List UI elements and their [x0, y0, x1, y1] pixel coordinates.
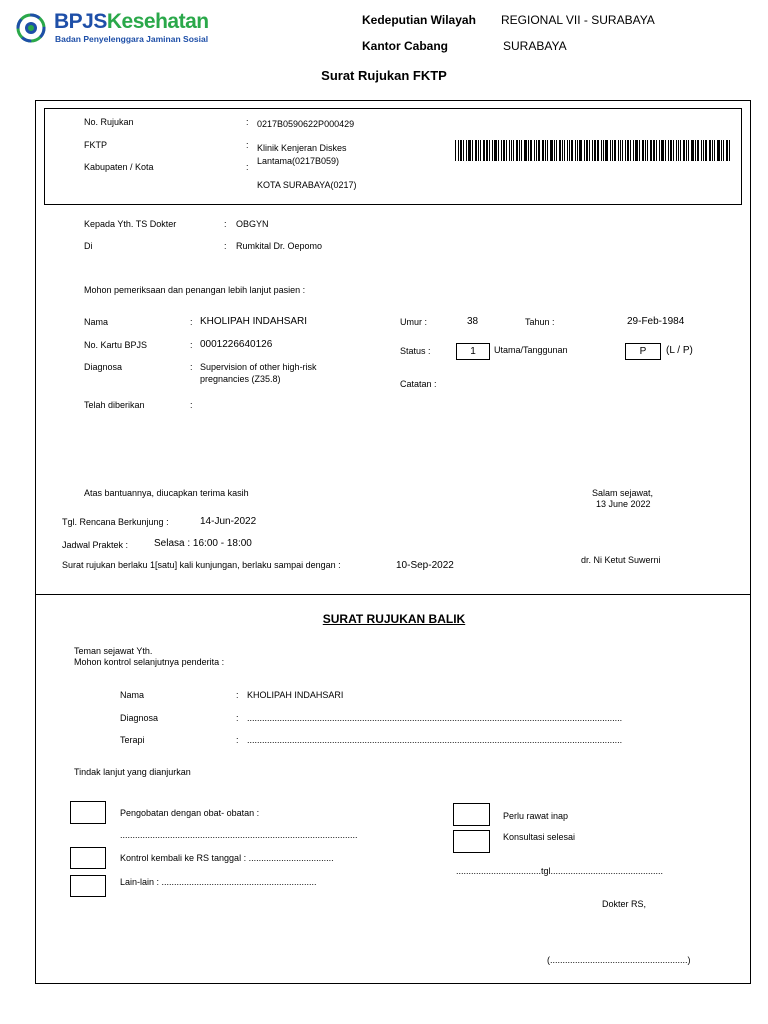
- checkbox-obat[interactable]: [70, 801, 106, 824]
- colon: :: [224, 219, 227, 229]
- bpjs-logo-icon: [16, 13, 46, 43]
- rencana-value: 14-Jun-2022: [200, 516, 257, 527]
- diagnosa-line1: Supervision of other high-risk: [200, 362, 317, 372]
- salam-date: 13 June 2022: [596, 499, 651, 509]
- tindak-label: Tindak lanjut yang dianjurkan: [74, 767, 191, 777]
- checkbox-kontrol[interactable]: [70, 847, 106, 869]
- document-frame: [35, 100, 751, 984]
- balik-diagnosa-label: Diagnosa: [120, 713, 159, 723]
- berlaku-text: Surat rujukan berlaku 1[satu] kali kunjungan, berlaku sampai dengan :: [62, 560, 341, 570]
- colon: :: [190, 317, 193, 327]
- di-value: Rumkital Dr. Oepomo: [236, 241, 323, 251]
- wilayah-label: Kedeputian Wilayah: [362, 13, 476, 27]
- greeting-line1: Teman sejawat Yth.: [74, 646, 153, 656]
- jadwal-value: Selasa : 16:00 - 18:00: [154, 538, 252, 549]
- kepada-value: OBGYN: [236, 219, 269, 229]
- nama-value: KHOLIPAH INDAHSARI: [200, 316, 308, 327]
- rencana-label: Tgl. Rencana Berkunjung :: [62, 517, 169, 527]
- catatan-label: Catatan :: [400, 379, 437, 389]
- colon: :: [246, 162, 249, 172]
- colon: :: [224, 241, 227, 251]
- balik-terapi-label: Terapi: [120, 735, 145, 745]
- kab-label: Kabupaten / Kota: [84, 162, 154, 172]
- colon: :: [246, 140, 249, 150]
- gender-desc: (L / P): [666, 345, 693, 356]
- salam-text: Salam sejawat,: [592, 488, 654, 498]
- fktp-value-line1: Klinik Kenjeran Diskes: [257, 143, 347, 153]
- dokter-rs-label: Dokter RS,: [602, 899, 647, 909]
- checkbox-rawat-inap[interactable]: [453, 803, 490, 826]
- balik-nama-label: Nama: [120, 690, 145, 700]
- greeting-line2: Mohon kontrol selanjutnya penderita :: [74, 657, 225, 667]
- gender-box: P: [625, 343, 661, 360]
- umur-label: Umur :: [400, 317, 427, 327]
- no-rujukan-value: 0217B0590622P000429: [257, 119, 355, 129]
- colon: :: [246, 117, 249, 127]
- colon: :: [190, 400, 193, 410]
- colon: :: [236, 735, 239, 745]
- kartu-value: 0001226640126: [200, 339, 273, 350]
- barcode: [455, 140, 733, 161]
- colon: :: [190, 362, 193, 372]
- status-desc: Utama/Tanggunan: [494, 345, 568, 355]
- opt-konsul-label: Konsultasi selesai: [503, 832, 576, 842]
- balik-terapi-dots: ......................................................................................................................................................: [247, 735, 623, 745]
- colon: :: [236, 713, 239, 723]
- jadwal-label: Jadwal Praktek :: [62, 540, 129, 550]
- fktp-value-line2: Lantama(0217B059): [257, 156, 340, 166]
- request-text: Mohon pemeriksaan dan penangan lebih lanjut pasien :: [84, 285, 306, 295]
- opt-kontrol-label: Kontrol kembali ke RS tanggal : ..................................: [120, 853, 334, 863]
- checkbox-lain[interactable]: [70, 875, 106, 897]
- balik-nama-value: KHOLIPAH INDAHSARI: [247, 690, 344, 700]
- diagnosa-line2: pregnancies (Z35.8): [200, 374, 281, 384]
- cabang-value: SURABAYA: [503, 39, 567, 53]
- opt-obat-dots: ...............................................................................................: [120, 830, 358, 840]
- balik-title: SURAT RUJUKAN BALIK: [322, 612, 466, 626]
- kepada-label: Kepada Yth. TS Dokter: [84, 219, 177, 229]
- tahun-label: Tahun :: [525, 317, 555, 327]
- nama-label: Nama: [84, 317, 109, 327]
- thanks-text: Atas bantuannya, diucapkan terima kasih: [84, 488, 249, 498]
- tgl-line: ..................................tgl.............................................: [456, 866, 664, 876]
- opt-rawat-label: Perlu rawat inap: [503, 811, 569, 821]
- fktp-label: FKTP: [84, 140, 108, 150]
- opt-obat-label: Pengobatan dengan obat- obatan :: [120, 808, 260, 818]
- telah-label: Telah diberikan: [84, 400, 145, 410]
- signature-line: (.......................................................): [547, 955, 691, 965]
- berlaku-value: 10-Sep-2022: [396, 560, 454, 571]
- status-label: Status :: [400, 346, 431, 356]
- checkbox-konsultasi[interactable]: [453, 830, 490, 853]
- colon: :: [236, 690, 239, 700]
- colon: :: [190, 340, 193, 350]
- di-label: Di: [84, 241, 93, 251]
- section-divider: [35, 594, 751, 595]
- doctor-name: dr. Ni Ketut Suwerni: [581, 555, 661, 565]
- logo-subtitle: Badan Penyelenggara Jaminan Sosial: [55, 34, 209, 44]
- opt-lain-label: Lain-lain : ..............................................................: [120, 877, 317, 887]
- logo-title: BPJSKesehatan: [54, 10, 209, 33]
- kab-value: KOTA SURABAYA(0217): [257, 180, 357, 190]
- diagnosa-label: Diagnosa: [84, 362, 123, 372]
- umur-value: 38: [467, 316, 479, 327]
- status-box: 1: [456, 343, 490, 360]
- kartu-label: No. Kartu BPJS: [84, 340, 148, 350]
- tahun-value: 29-Feb-1984: [627, 316, 685, 327]
- balik-diagnosa-dots: ......................................................................................................................................................: [247, 713, 623, 723]
- wilayah-value: REGIONAL VII - SURABAYA: [501, 13, 655, 27]
- no-rujukan-label: No. Rujukan: [84, 117, 134, 127]
- cabang-label: Kantor Cabang: [362, 39, 449, 53]
- page-title: Surat Rujukan FKTP: [321, 68, 447, 83]
